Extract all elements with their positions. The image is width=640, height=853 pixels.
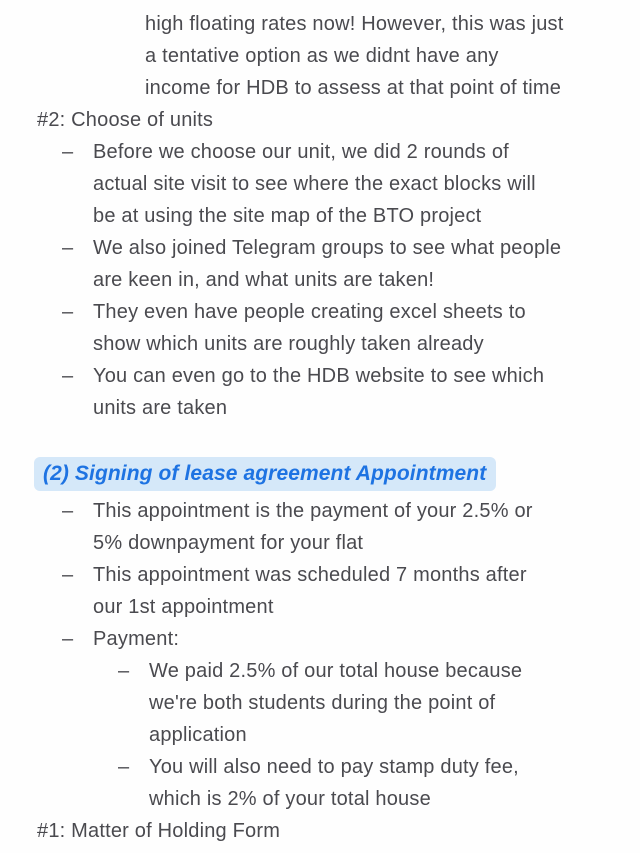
bullet-dash: –: [62, 564, 74, 586]
bullet-dash: –: [62, 141, 74, 163]
text-line: This appointment is the payment of your 2.5% or: [93, 500, 533, 522]
text-line: application: [149, 724, 247, 746]
bullet-dash: –: [62, 237, 74, 259]
text-line: our 1st appointment: [93, 596, 274, 618]
heading-choose-of-units: #2: Choose of units: [37, 109, 214, 131]
list-item: [62, 360, 610, 424]
list-item-text: [93, 296, 610, 360]
text-line: actual site visit to see where the exact blocks will: [93, 173, 536, 195]
list-item-text: [93, 232, 610, 296]
text-line: a tentative option as we didnt have any: [145, 45, 499, 67]
text-line: Before we choose our unit, we did 2 rounds of: [93, 141, 509, 163]
text-line: income for HDB to assess at that point of time: [145, 77, 562, 99]
empty-line: [0, 424, 610, 456]
bullet-dash: –: [62, 500, 74, 522]
text-line: high floating rates now! However, this was just: [145, 13, 564, 35]
list-item: [62, 559, 610, 623]
paragraph-continuation: [145, 8, 610, 104]
list-item: [62, 623, 610, 655]
text-line: This appointment was scheduled 7 months after: [93, 564, 527, 586]
bullet-dash: –: [118, 756, 130, 778]
list-item: [62, 495, 610, 559]
list-item-text: [93, 495, 610, 559]
list-item-text: [93, 559, 610, 623]
text-line: are keen in, and what units are taken!: [93, 269, 435, 291]
highlighted-heading: (2) Signing of lease agreement Appointment: [34, 457, 496, 491]
text-line: 5% downpayment for your flat: [93, 532, 364, 554]
list-item-text: [93, 360, 610, 424]
text-line: units are taken: [93, 397, 228, 419]
highlighted-heading-row: [34, 456, 610, 495]
text-line: Payment:: [93, 628, 180, 650]
list-item: [62, 232, 610, 296]
text-line: You can even go to the HDB website to see which: [93, 365, 545, 387]
text-line: be at using the site map of the BTO project: [93, 205, 482, 227]
bullet-dash: –: [118, 660, 130, 682]
text-line: we're both students during the point of: [149, 692, 496, 714]
nested-list-item: [118, 655, 610, 751]
list-item-text: [149, 751, 610, 815]
bullet-dash: –: [62, 301, 74, 323]
list-item: [62, 136, 610, 232]
list-item-text: [93, 136, 610, 232]
text-line: You will also need to pay stamp duty fee,: [149, 756, 519, 778]
list-item-text: [149, 655, 610, 751]
text-line: They even have people creating excel sheets to: [93, 301, 526, 323]
text-line: show which units are roughly taken already: [93, 333, 484, 355]
list-item-text: [93, 623, 610, 655]
text-line: We also joined Telegram groups to see what people: [93, 237, 562, 259]
bullet-dash: –: [62, 365, 74, 387]
heading-matter-of-holding-form: #1: Matter of Holding Form: [37, 820, 281, 842]
list-item: [62, 296, 610, 360]
text-line: We paid 2.5% of our total house because: [149, 660, 523, 682]
bullet-dash: –: [62, 628, 74, 650]
nested-list-item: [118, 751, 610, 815]
text-line: which is 2% of your total house: [149, 788, 431, 810]
